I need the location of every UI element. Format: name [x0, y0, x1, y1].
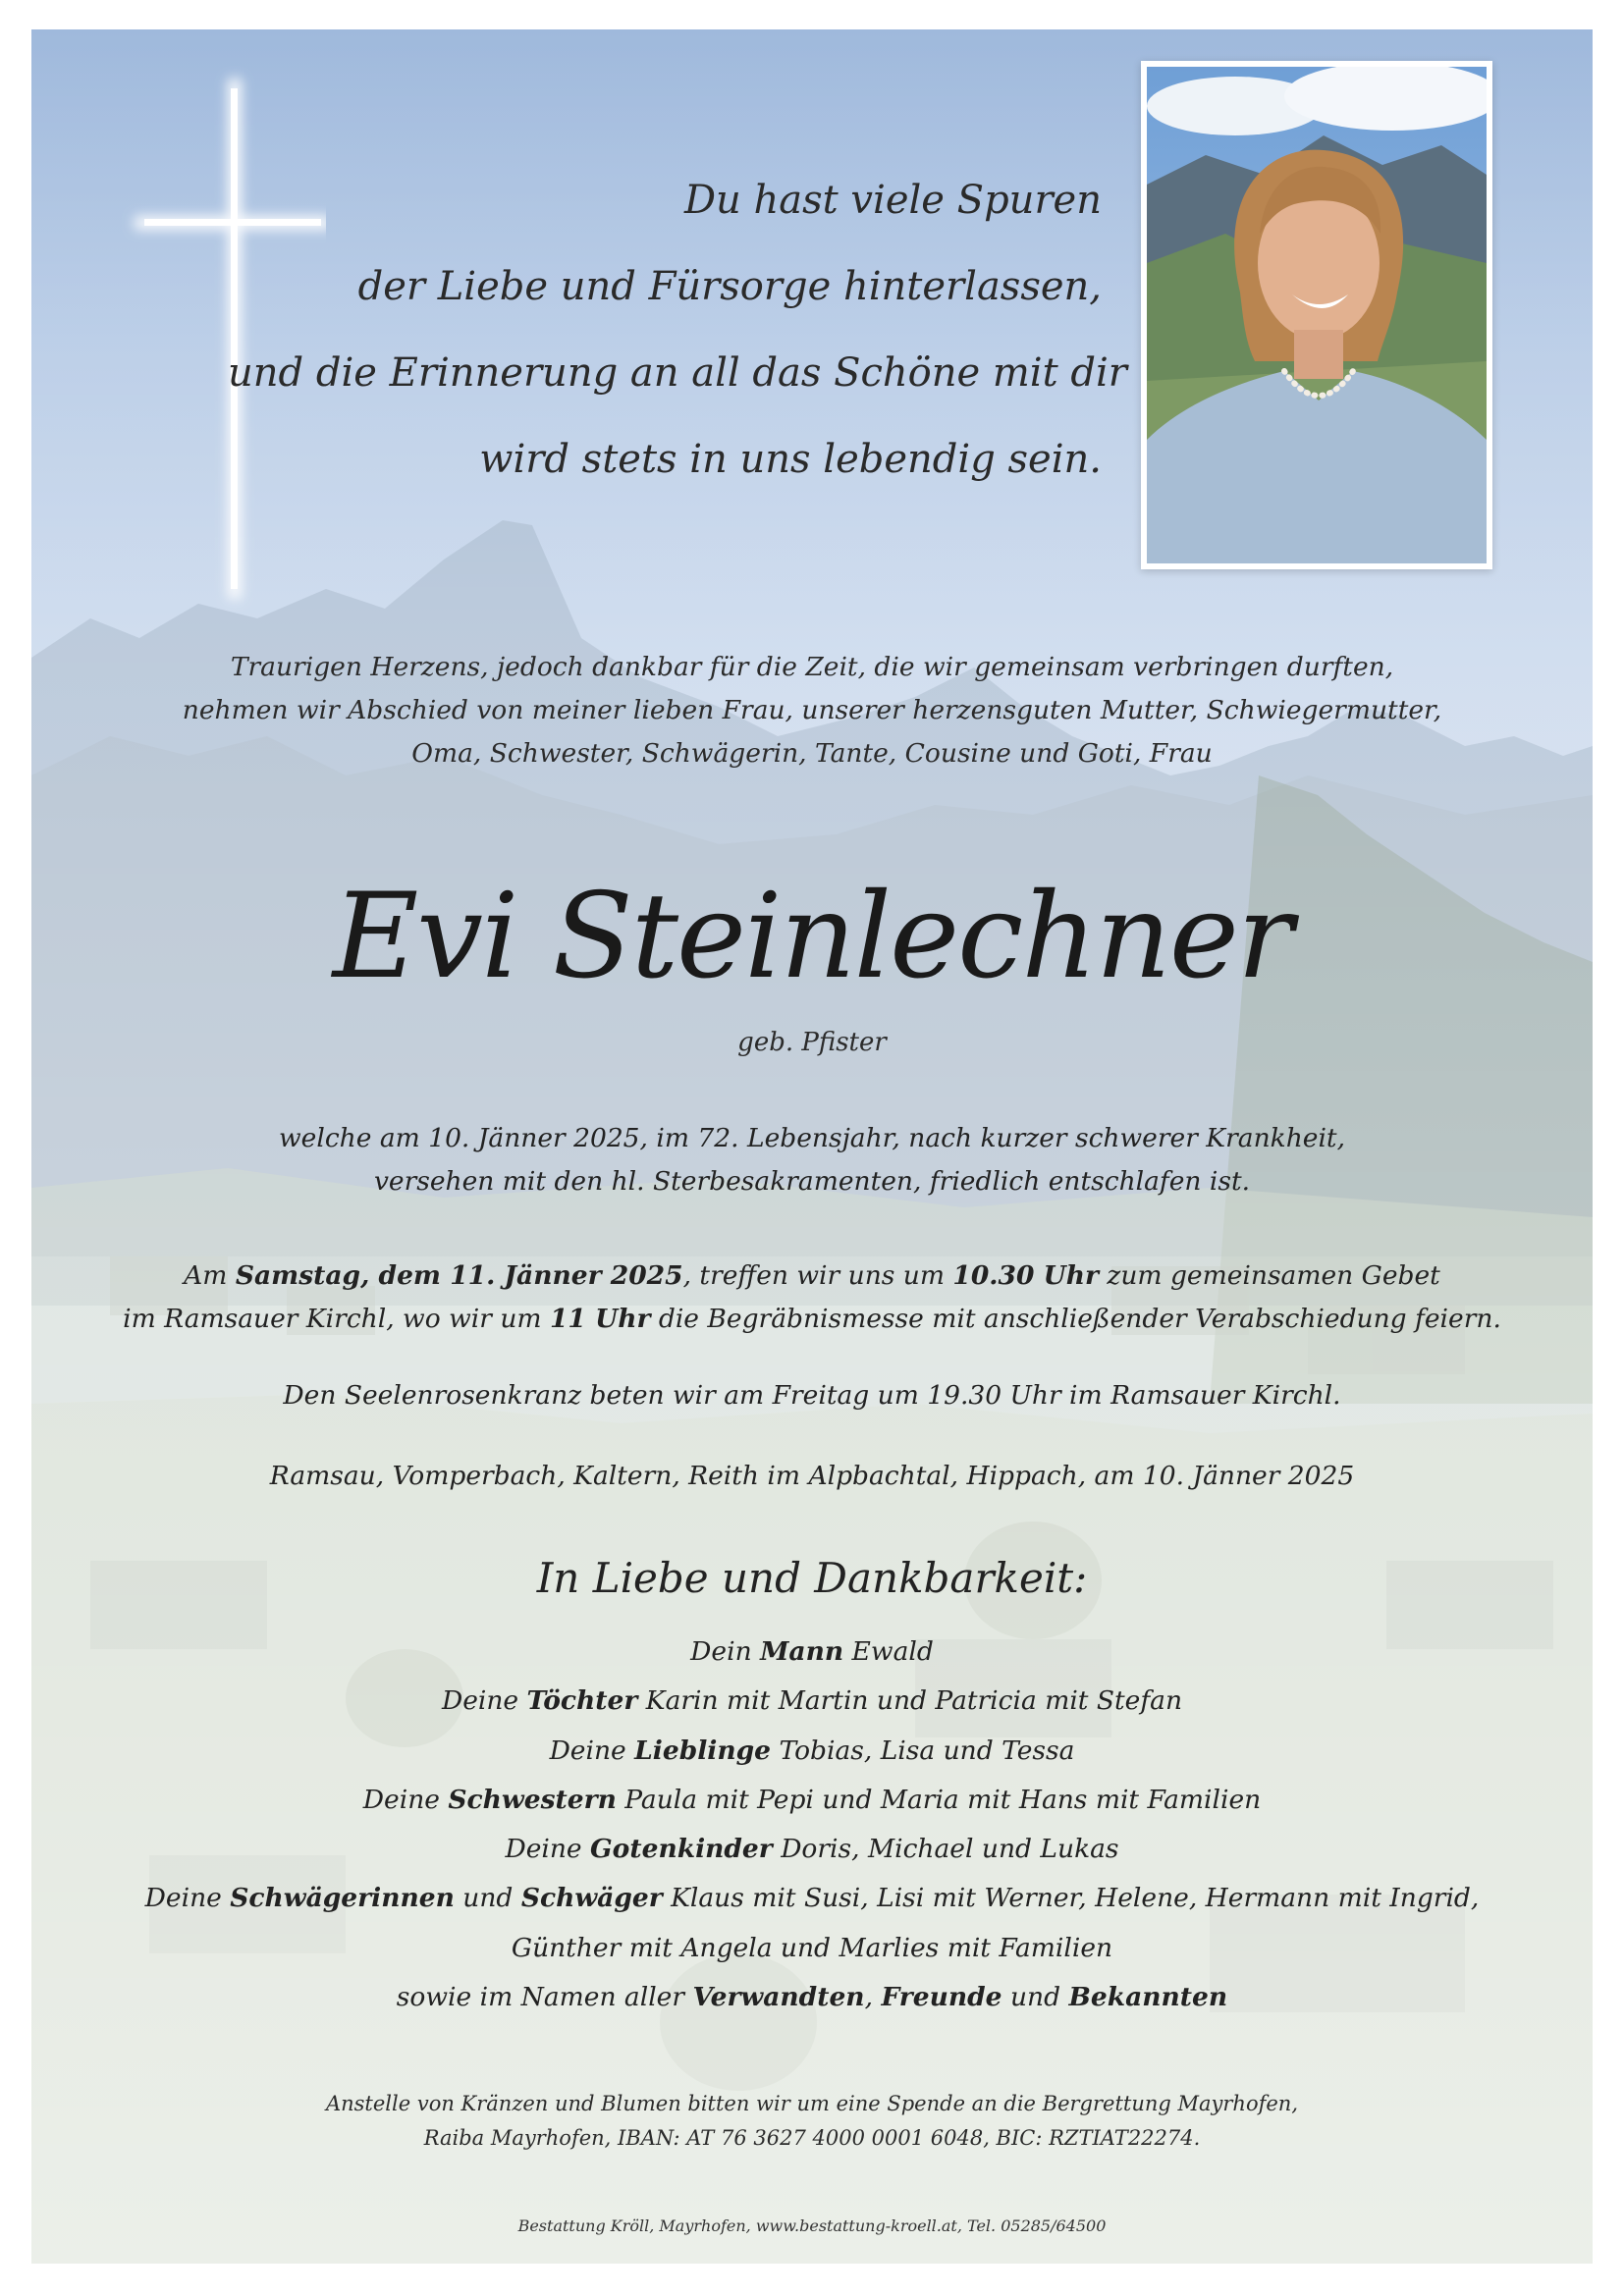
mourner-line: Deine Schwägerinnen und Schwäger Klaus mit Susi, Lisi mit Werner, Helene, Hermann mit Ingrid, [144, 1883, 1480, 1914]
mourner-line: Deine Töchter Karin mit Martin und Patricia mit Stefan [441, 1685, 1183, 1717]
mourner-line: Günther mit Angela und Marlies mit Familien [511, 1932, 1113, 1963]
funeral-home-footer: Bestattung Kröll, Mayrhofen, www.bestattung-kroell.at, Tel. 05285/64500 [517, 2216, 1107, 2235]
intro-line: Oma, Schwester, Schwägerin, Tante, Cousine und Goti, Frau [411, 738, 1213, 769]
mourner-line: Deine Schwestern Paula mit Pepi und Maria mit Hans mit Familien [362, 1784, 1262, 1815]
intro-line: Traurigen Herzens, jedoch dankbar für die Zeit, die wir gemeinsam verbringen durften, [230, 652, 1394, 682]
mourner-line: Deine Gotenkinder Doris, Michael und Lukas [505, 1834, 1119, 1865]
death-notice [31, 1117, 1593, 1203]
maiden-name: geb. Pfister [737, 1028, 887, 1057]
funeral-line: im Ramsauer Kirchl, wo wir um 11 Uhr die Begräbnismesse mit anschließender Verabschiedung feiern. [123, 1304, 1501, 1334]
mourners-list [31, 1628, 1593, 2022]
portrait-photo [1141, 61, 1492, 569]
mourner-line: Dein Mann Ewald [690, 1636, 934, 1667]
verse-line: der Liebe und Fürsorge hinterlassen, [357, 264, 1102, 309]
mourner-line: Deine Lieblinge Tobias, Lisa und Tessa [549, 1735, 1075, 1766]
intro-paragraph [31, 646, 1593, 775]
deceased-name: Evi Steinlechner [332, 869, 1292, 1005]
places-date: Ramsau, Vomperbach, Kaltern, Reith im Alpbachtal, Hippach, am 10. Jänner 2025 [269, 1461, 1355, 1491]
funeral-line: Am Samstag, dem 11. Jänner 2025, treffen wir uns um 10.30 Uhr zum gemeinsamen Gebet [184, 1260, 1440, 1291]
death-notice-line: versehen mit den hl. Sterbesakramenten, friedlich entschlafen ist. [373, 1166, 1251, 1197]
memorial-verse [228, 157, 1127, 503]
donation-line: Anstelle von Kränzen und Blumen bitten wir um eine Spende an die Bergrettung Mayrhofen, [325, 2092, 1299, 2115]
verse-line: Du hast viele Spuren [683, 178, 1102, 223]
death-notice-line: welche am 10. Jänner 2025, im 72. Lebensjahr, nach kurzer schwerer Krankheit, [279, 1123, 1345, 1153]
funeral-details [31, 1255, 1593, 1341]
rosary-notice: Den Seelenrosenkranz beten wir am Freitag um 19.30 Uhr im Ramsauer Kirchl. [283, 1380, 1341, 1411]
obituary-card [31, 29, 1593, 2264]
verse-line: wird stets in uns lebendig sein. [479, 437, 1102, 482]
thanks-heading: In Liebe und Dankbarkeit: [536, 1554, 1088, 1602]
verse-line: und die Erinnerung an all das Schöne mit dir [228, 350, 1127, 396]
mourner-line: sowie im Namen aller Verwandten, Freunde und Bekannten [396, 1982, 1228, 2013]
donation-request [31, 2087, 1593, 2156]
donation-line: Raiba Mayrhofen, IBAN: AT 76 3627 4000 0001 6048, BIC: RZTIAT22274. [423, 2126, 1201, 2150]
intro-line: nehmen wir Abschied von meiner lieben Frau, unserer herzensguten Mutter, Schwiegermutter, [182, 695, 1442, 725]
